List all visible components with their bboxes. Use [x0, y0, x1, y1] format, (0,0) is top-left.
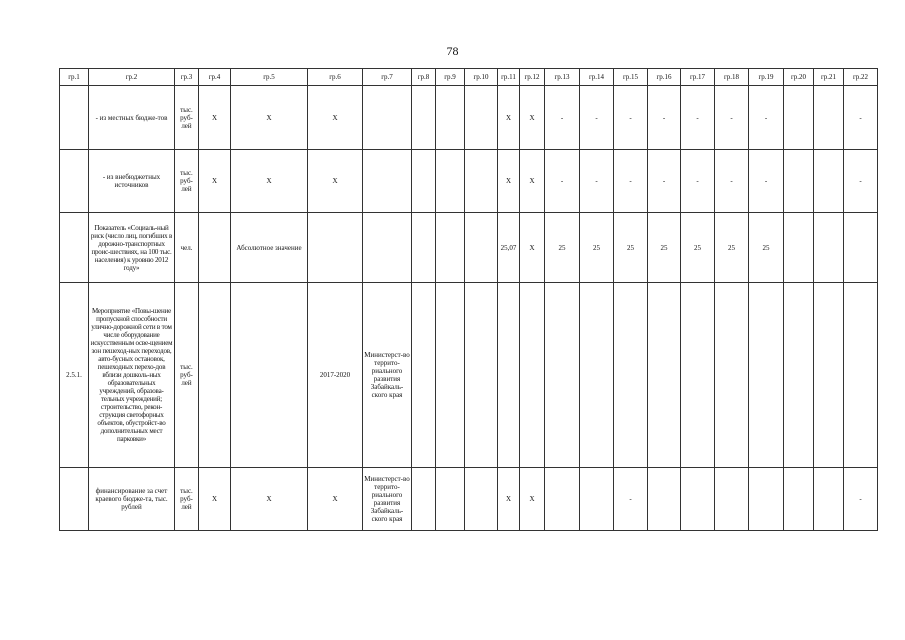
cell: -	[715, 150, 749, 213]
cell	[814, 283, 844, 468]
cell	[60, 213, 89, 283]
cell	[784, 468, 814, 531]
table-row	[60, 468, 878, 531]
column-header: гр.7	[363, 69, 412, 86]
cell-number: 2.5.1.	[60, 283, 89, 468]
cell	[436, 468, 465, 531]
cell: X	[308, 468, 363, 531]
cell-unit: тыс. руб-лей	[175, 86, 199, 150]
column-header: гр.4	[199, 69, 231, 86]
cell: X	[520, 86, 545, 150]
cell-description: финансирование за счет краевого бюдже-та, тыс. рублей	[89, 468, 175, 531]
cell: -	[648, 150, 681, 213]
cell: -	[545, 150, 580, 213]
cell: -	[580, 86, 614, 150]
cell: 2017-2020	[308, 283, 363, 468]
column-header: гр.19	[749, 69, 784, 86]
cell	[648, 468, 681, 531]
cell	[648, 283, 681, 468]
cell: X	[199, 86, 231, 150]
cell	[363, 213, 412, 283]
cell: X	[498, 468, 520, 531]
cell: -	[715, 86, 749, 150]
cell	[412, 150, 436, 213]
cell: -	[844, 86, 878, 150]
cell	[436, 213, 465, 283]
column-header: гр.10	[465, 69, 498, 86]
cell: 25	[580, 213, 614, 283]
cell: X	[231, 150, 308, 213]
cell: -	[749, 86, 784, 150]
table-row	[60, 213, 878, 283]
column-header: гр.15	[614, 69, 648, 86]
column-header: гр.1	[60, 69, 89, 86]
cell	[784, 213, 814, 283]
cell	[436, 86, 465, 150]
cell	[715, 283, 749, 468]
cell	[436, 150, 465, 213]
cell: -	[648, 86, 681, 150]
cell: X	[231, 468, 308, 531]
cell: X	[520, 213, 545, 283]
cell-unit: тыс. руб-лей	[175, 283, 199, 468]
column-header: гр.6	[308, 69, 363, 86]
cell	[520, 283, 545, 468]
cell: 25	[614, 213, 648, 283]
cell: -	[614, 468, 648, 531]
cell: X	[520, 150, 545, 213]
cell	[784, 86, 814, 150]
column-header: гр.5	[231, 69, 308, 86]
table-row	[60, 86, 878, 150]
cell	[465, 150, 498, 213]
column-header: гр.8	[412, 69, 436, 86]
cell	[412, 468, 436, 531]
cell	[60, 468, 89, 531]
page-number: 78	[446, 44, 459, 58]
cell: -	[545, 86, 580, 150]
cell: -	[614, 150, 648, 213]
cell: -	[749, 150, 784, 213]
cell	[715, 468, 749, 531]
cell-responsible: Министерст-во террито-риального развития Забайкаль-ского края	[363, 468, 412, 531]
column-header: гр.16	[648, 69, 681, 86]
column-header: гр.21	[814, 69, 844, 86]
cell	[465, 283, 498, 468]
cell	[363, 86, 412, 150]
cell: -	[844, 468, 878, 531]
header-row	[60, 69, 878, 86]
cell: 25	[681, 213, 715, 283]
cell: -	[614, 86, 648, 150]
column-header: гр.18	[715, 69, 749, 86]
cell: X	[520, 468, 545, 531]
cell: X	[199, 150, 231, 213]
cell: -	[844, 150, 878, 213]
cell-description: Показатель «Социаль-ный риск (число лиц, погибших в дорожно-транспортных проис-шествиях, на 100 тыс. населения) к уровню 2012 году»	[89, 213, 175, 283]
cell-unit: тыс. руб-лей	[175, 468, 199, 531]
table-row	[60, 283, 878, 468]
cell: X	[308, 150, 363, 213]
cell	[412, 213, 436, 283]
cell	[614, 283, 648, 468]
cell	[844, 213, 878, 283]
cell: 25,07	[498, 213, 520, 283]
cell	[814, 86, 844, 150]
cell	[545, 468, 580, 531]
cell: -	[681, 86, 715, 150]
cell	[412, 86, 436, 150]
cell	[412, 283, 436, 468]
cell	[545, 283, 580, 468]
column-header: гр.14	[580, 69, 614, 86]
column-header: гр.13	[545, 69, 580, 86]
cell	[749, 468, 784, 531]
cell	[465, 213, 498, 283]
cell: Абсолютное значение	[231, 213, 308, 283]
column-header: гр.9	[436, 69, 465, 86]
cell-unit: тыс. руб-лей	[175, 150, 199, 213]
column-header: гр.17	[681, 69, 715, 86]
cell	[749, 283, 784, 468]
cell	[199, 213, 231, 283]
cell	[580, 468, 614, 531]
cell-unit: чел.	[175, 213, 199, 283]
cell	[580, 283, 614, 468]
column-header: гр.12	[520, 69, 545, 86]
cell	[814, 213, 844, 283]
cell	[681, 468, 715, 531]
cell	[784, 283, 814, 468]
cell: 25	[715, 213, 749, 283]
cell-description: - из внебюджетных источников	[89, 150, 175, 213]
table-row	[60, 150, 878, 213]
cell	[681, 283, 715, 468]
cell: 25	[749, 213, 784, 283]
cell	[844, 283, 878, 468]
cell	[436, 283, 465, 468]
cell: X	[498, 86, 520, 150]
cell: 25	[545, 213, 580, 283]
cell: X	[199, 468, 231, 531]
cell	[814, 150, 844, 213]
cell	[814, 468, 844, 531]
data-table	[59, 68, 878, 531]
column-header: гр.22	[844, 69, 878, 86]
column-header: гр.11	[498, 69, 520, 86]
column-header: гр.20	[784, 69, 814, 86]
cell: X	[231, 86, 308, 150]
cell	[199, 283, 231, 468]
cell: -	[580, 150, 614, 213]
cell: X	[498, 150, 520, 213]
cell	[498, 283, 520, 468]
cell	[60, 86, 89, 150]
cell	[308, 213, 363, 283]
cell-description: Мероприятие «Повы-шение пропускной способности улично-дорожной сети в том числе оборудование искусственным осве-щением зон пешеход-ных переходов, авто-бусных остановок, пешеходных перехо-дов вблизи дошколь-ных образовательных учреждений, образова-тельных учреждений; строительство, рекон-струкция светофорных объектов, обустройст-во дополнительных мест парковки»	[89, 283, 175, 468]
cell	[465, 86, 498, 150]
cell-description: - из местных бюдже-тов	[89, 86, 175, 150]
column-header: гр.3	[175, 69, 199, 86]
cell	[363, 150, 412, 213]
cell	[231, 283, 308, 468]
cell-responsible: Министерст-во террито-риального развития Забайкаль-ского края	[363, 283, 412, 468]
cell	[465, 468, 498, 531]
cell	[60, 150, 89, 213]
cell	[784, 150, 814, 213]
cell: X	[308, 86, 363, 150]
cell: -	[681, 150, 715, 213]
cell: 25	[648, 213, 681, 283]
column-header: гр.2	[89, 69, 175, 86]
